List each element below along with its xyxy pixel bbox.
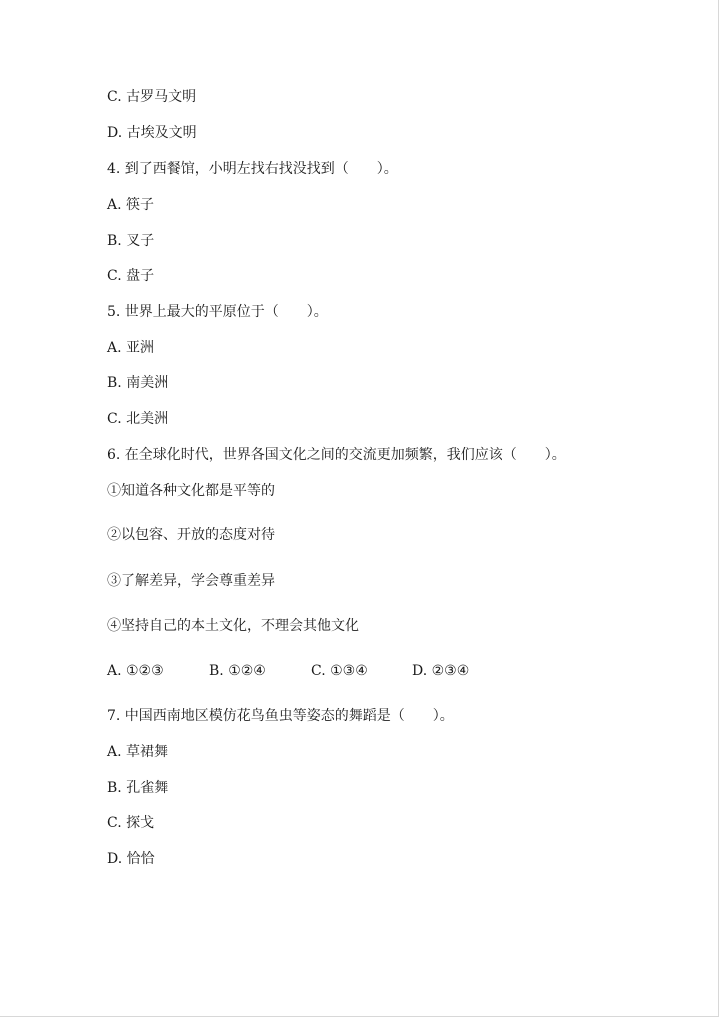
q6-statement-3: ③了解差异，学会尊重差异 <box>107 573 275 589</box>
q4-option-c: C. 盘子 <box>107 268 155 284</box>
question-4: 4. 到了西餐馆，小明左找右找没找到（ ）。 <box>107 161 398 177</box>
q6-statement-1: ①知道各种文化都是平等的 <box>107 483 275 499</box>
question-7: 7. 中国西南地区模仿花鸟鱼虫等姿态的舞蹈是（ ）。 <box>107 708 454 724</box>
q4-option-b: B. 叉子 <box>107 233 155 249</box>
q3-option-d: D. 古埃及文明 <box>107 125 197 141</box>
q6-option-a: A. ①②③ <box>107 663 164 679</box>
question-5: 5. 世界上最大的平原位于（ ）。 <box>107 304 328 320</box>
q6-option-d: D. ②③④ <box>412 663 470 679</box>
q5-option-a: A. 亚洲 <box>107 340 155 356</box>
q7-option-a: A. 草裙舞 <box>107 744 169 760</box>
q4-option-a: A. 筷子 <box>107 197 155 213</box>
q6-statement-4: ④坚持自己的本土文化，不理会其他文化 <box>107 618 359 634</box>
q5-option-b: B. 南美洲 <box>107 375 169 391</box>
q6-statement-2: ②以包容、开放的态度对待 <box>107 527 275 543</box>
q7-option-c: C. 探戈 <box>107 815 155 831</box>
q6-option-b: B. ①②④ <box>209 663 266 679</box>
q5-option-c: C. 北美洲 <box>107 411 169 427</box>
question-6: 6. 在全球化时代，世界各国文化之间的交流更加频繁，我们应该（ ）。 <box>107 447 566 463</box>
q7-option-b: B. 孔雀舞 <box>107 780 169 796</box>
q3-option-c: C. 古罗马文明 <box>107 89 197 105</box>
q7-option-d: D. 恰恰 <box>107 851 155 867</box>
q6-option-c: C. ①③④ <box>311 663 368 679</box>
